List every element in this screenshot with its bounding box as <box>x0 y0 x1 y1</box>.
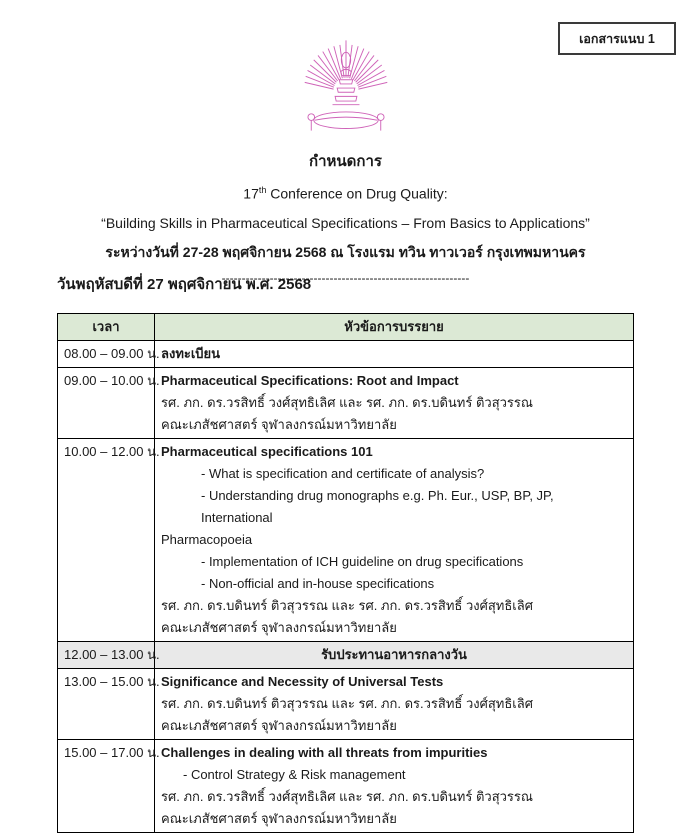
topic-line: รศ. ภก. ดร.วรสิทธิ์ วงศ์สุทธิเลิศ และ รศ. ภก. ดร.บดินทร์ ติวสุวรรณ <box>161 789 533 804</box>
topic-line: คณะเภสัชศาสตร์ จุฬาลงกรณ์มหาวิทยาลัย <box>161 718 397 733</box>
day-heading: วันพฤหัสบดีที่ 27 พฤศจิกายน พ.ศ. 2568 <box>57 276 312 293</box>
topic-cell <box>155 669 634 740</box>
topic-line: - Control Strategy & Risk management <box>183 767 406 782</box>
topic-line: ลงทะเบียน <box>161 346 221 361</box>
time-cell: 08.00 – 09.00 น. <box>58 341 155 368</box>
topic-cell <box>155 740 634 833</box>
table-header-row <box>58 314 634 341</box>
cushion-base <box>307 112 383 131</box>
topic-line: - What is specification and certificate of analysis? <box>201 466 485 481</box>
table-row <box>58 368 634 439</box>
time-cell: 15.00 – 17.00 น. <box>58 740 155 833</box>
dashed-divider: -------------------------------------------------------------- <box>221 270 470 285</box>
topic-line: Pharmaceutical specifications 101 <box>161 444 373 459</box>
topic-line: Pharmaceutical Specifications: Root and Impact <box>161 373 459 388</box>
time-cell: 12.00 – 13.00 น. <box>58 642 155 669</box>
topic-line: - Non-official and in-house specifications <box>201 576 435 591</box>
topic-line: Significance and Necessity of Universal Tests <box>161 674 444 689</box>
topic-line: คณะเภสัชศาสตร์ จุฬาลงกรณ์มหาวิทยาลัย <box>161 811 397 826</box>
schedule-table <box>57 313 634 833</box>
table-row <box>58 341 634 368</box>
document-heading <box>0 150 691 290</box>
column-header-topic: หัวข้อการบรรยาย <box>155 314 634 341</box>
page-title: กำหนดการ <box>309 153 382 170</box>
topic-cell <box>155 341 634 368</box>
topic-line: - Implementation of ICH guideline on drug specifications <box>201 554 524 569</box>
topic-line: คณะเภสัชศาสตร์ จุฬาลงกรณ์มหาวิทยาลัย <box>161 417 397 432</box>
column-header-time: เวลา <box>58 314 155 341</box>
topic-line: - Understanding drug monographs e.g. Ph. Eur., USP, BP, JP, International <box>201 488 554 525</box>
topic-cell <box>155 439 634 642</box>
topic-cell <box>155 642 634 669</box>
table-row <box>58 740 634 833</box>
topic-line: รับประทานอาหารกลางวัน <box>321 647 467 662</box>
topic-cell <box>155 368 634 439</box>
university-emblem-logo <box>294 30 398 147</box>
table-row <box>58 669 634 740</box>
topic-line: รศ. ภก. ดร.วรสิทธิ์ วงศ์สุทธิเลิศ และ รศ. ภก. ดร.บดินทร์ ติวสุวรรณ <box>161 395 533 410</box>
date-venue-line: ระหว่างวันที่ 27-28 พฤศจิกายน 2568 ณ โรงแรม ทวิน ทาวเวอร์ กรุงเทพมหานคร <box>105 243 586 260</box>
time-cell: 13.00 – 15.00 น. <box>58 669 155 740</box>
conference-title: 17th Conference on Drug Quality: <box>243 185 448 202</box>
table-row <box>58 439 634 642</box>
topic-line: รศ. ภก. ดร.บดินทร์ ติวสุวรรณ และ รศ. ภก. ดร.วรสิทธิ์ วงศ์สุทธิเลิศ <box>161 598 533 613</box>
topic-line: คณะเภสัชศาสตร์ จุฬาลงกรณ์มหาวิทยาลัย <box>161 620 397 635</box>
topic-line: Challenges in dealing with all threats from impurities <box>161 745 488 760</box>
attachment-label: เอกสารแนบ 1 <box>579 31 655 46</box>
conference-subtitle: “Building Skills in Pharmaceutical Specifications – From Basics to Applications” <box>101 214 590 231</box>
logo-container <box>0 30 691 147</box>
topic-line: รศ. ภก. ดร.บดินทร์ ติวสุวรรณ และ รศ. ภก. ดร.วรสิทธิ์ วงศ์สุทธิเลิศ <box>161 696 533 711</box>
time-cell: 10.00 – 12.00 น. <box>58 439 155 642</box>
topic-line: Pharmacopoeia <box>161 532 253 547</box>
time-cell: 09.00 – 10.00 น. <box>58 368 155 439</box>
table-row <box>58 642 634 669</box>
